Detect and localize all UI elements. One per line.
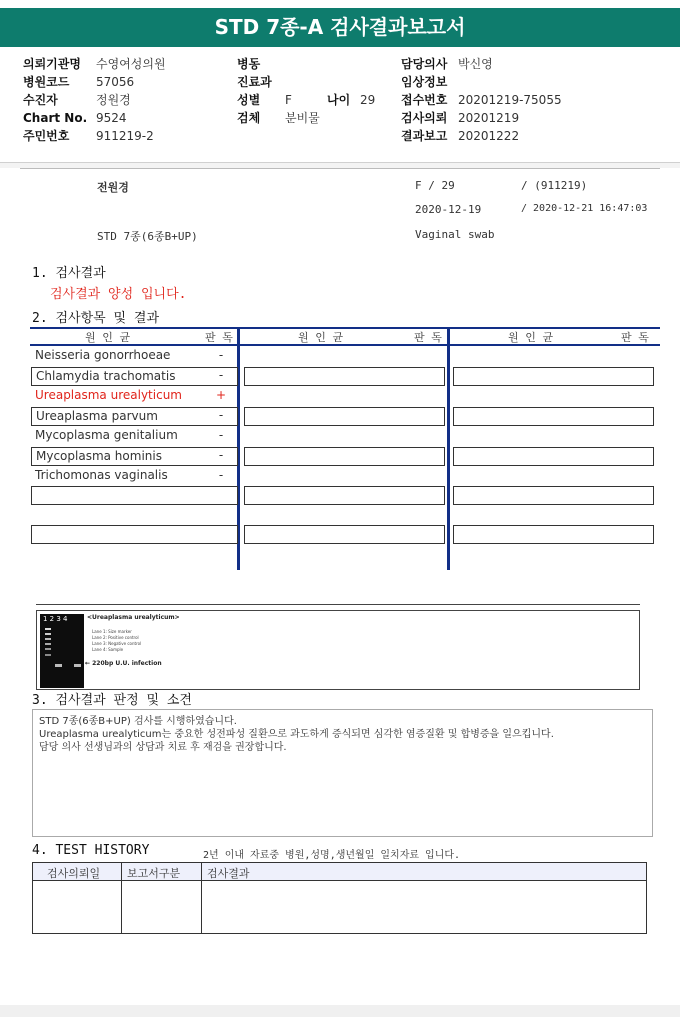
- gel-band: [45, 654, 51, 656]
- positive-result-text: 검사결과 양성 입니다.: [50, 287, 187, 302]
- history-table-header: [33, 863, 646, 881]
- history-header-result: 검사결과: [207, 867, 250, 880]
- gel-band-label: [85, 660, 162, 667]
- empty-row: [453, 407, 654, 426]
- gel-band: [45, 643, 51, 645]
- info-col-3: [401, 57, 562, 147]
- empty-row: [453, 525, 654, 544]
- gel-lane-numbers: 1 2 3 4: [43, 615, 68, 623]
- empty-row: [244, 407, 445, 426]
- gel-legend-item: Lane 2: Positive control: [92, 635, 139, 640]
- gel-legend: [92, 629, 141, 653]
- gel-panel: [36, 610, 640, 690]
- empty-row: [453, 447, 654, 466]
- empty-row: [244, 486, 445, 505]
- organism-result: -: [218, 368, 224, 382]
- opinion-line: Ureaplasma urealyticum는 중요한 성전파성 질환으로 과도하게 증식되면 심각한 염증질환 및 합병증을 일으킵니다.: [39, 729, 554, 740]
- patient-birth: / (911219): [521, 179, 588, 192]
- section-2-title: 2. 검사항목 및 결과: [32, 311, 160, 326]
- grid-header-result-1: 판 독: [205, 331, 233, 344]
- gel-image: [40, 614, 84, 688]
- history-note: 2년 이내 자료중 병원,성명,생년월일 일치자료 입니다.: [203, 850, 461, 861]
- info-key-doctor: 담당의사: [401, 57, 448, 71]
- grid-header-result-3: 판 독: [621, 331, 649, 344]
- info-val-patient: 정원경: [96, 93, 131, 107]
- organism-name: Mycoplasma hominis: [36, 449, 162, 463]
- gel-band-text: 220bp U.U. infection: [92, 660, 162, 667]
- organism-name: Neisseria gonorrhoeae: [35, 348, 171, 362]
- organism-name: Ureaplasma urealyticum: [35, 388, 182, 402]
- info-key-specimen: 검체: [237, 111, 261, 125]
- info-val-sex: F: [285, 93, 292, 107]
- organism-row: [31, 367, 238, 386]
- organism-row: [31, 447, 238, 466]
- opinion-line: 담당 의사 선생님과의 상담과 치료 후 재검을 권장합니다.: [39, 742, 287, 753]
- section-1-title: 1. 검사결과: [32, 266, 106, 281]
- header-divider-line: [20, 168, 660, 169]
- grid-header-organism-1: 원 인 균: [85, 331, 131, 344]
- history-table: [32, 862, 647, 934]
- info-val-receipt-no: 20201219-75055: [458, 93, 562, 107]
- history-header-date: 검사의뢰일: [47, 867, 101, 880]
- report-datetime: / 2020-12-21 16:47:03: [521, 203, 648, 214]
- organism-result: -: [218, 408, 224, 422]
- info-key-clinical-info: 임상정보: [401, 75, 448, 89]
- opinion-line: STD 7종(6종B+UP) 검사를 시행하였습니다.: [39, 716, 237, 727]
- info-val-hospital-code: 57056: [96, 75, 135, 89]
- info-key-age: 나이: [327, 93, 351, 107]
- test-name: STD 7종(6종B+UP): [97, 230, 198, 243]
- report-title: STD 7종-A 검사결과보고서: [0, 8, 680, 47]
- history-col-divider: [121, 863, 122, 933]
- organism-name: Ureaplasma parvum: [36, 409, 158, 423]
- empty-row: [31, 525, 238, 544]
- info-val-institution: 수영여성의원: [96, 57, 166, 71]
- empty-row: [244, 367, 445, 386]
- organism-row: [31, 427, 238, 446]
- organism-result: -: [218, 428, 224, 442]
- organism-name: Trichomonas vaginalis: [35, 468, 168, 482]
- info-val-request-date: 20201219: [458, 111, 520, 125]
- info-val-doctor: 박신영: [458, 57, 493, 71]
- info-key-hospital-code: 병원코드: [23, 75, 70, 89]
- organism-result: -: [218, 448, 224, 462]
- gel-title: <Ureaplasma urealyticum>: [87, 614, 180, 621]
- organism-name: Mycoplasma genitalium: [35, 428, 178, 442]
- info-key-department: 진료과: [237, 75, 272, 89]
- empty-row: [453, 367, 654, 386]
- info-col-1: [23, 57, 166, 147]
- organism-row: [31, 467, 238, 486]
- info-key-ward: 병동: [237, 57, 261, 71]
- info-key-receipt-no: 접수번호: [401, 93, 448, 107]
- organism-row: [31, 387, 238, 406]
- organism-name: Chlamydia trachomatis: [36, 369, 176, 383]
- gel-band: [45, 633, 51, 635]
- organism-result: -: [218, 348, 224, 362]
- gel-band: [45, 648, 51, 650]
- organism-row: [31, 347, 238, 366]
- gel-legend-item: Lane 1: Size marker: [92, 629, 132, 634]
- empty-row: [453, 486, 654, 505]
- history-col-divider: [201, 863, 202, 933]
- info-val-specimen: 분비물: [285, 111, 320, 125]
- section-4-title: 4. TEST HISTORY: [32, 843, 150, 858]
- grid-header-result-2: 판 독: [414, 331, 442, 344]
- gel-band: [55, 664, 62, 667]
- patient-sex-age: F / 29: [415, 179, 455, 192]
- organism-result: -: [218, 468, 224, 482]
- info-val-age: 29: [360, 93, 376, 107]
- section-3-title: 3. 검사결과 판정 및 소견: [32, 693, 192, 708]
- info-val-chart-no: 9524: [96, 111, 127, 125]
- grid-divider-2: [447, 328, 450, 570]
- left-arrow-icon: ←: [85, 660, 91, 667]
- info-key-request-date: 검사의뢰: [401, 111, 448, 125]
- patient-name: 전원경: [97, 181, 129, 194]
- grid-header-organism-2: 원 인 균: [298, 331, 344, 344]
- info-key-report-date: 결과보고: [401, 129, 448, 143]
- info-col-2: [237, 57, 375, 129]
- empty-row: [244, 447, 445, 466]
- gel-legend-item: Lane 4: Sample: [92, 647, 124, 652]
- info-val-resident-no: 911219-2: [96, 129, 154, 143]
- info-key-chart-no: Chart No.: [23, 111, 88, 125]
- info-key-institution: 의뢰기관명: [23, 57, 81, 71]
- gel-top-rule: [36, 604, 640, 605]
- grid-header-organism-3: 원 인 균: [508, 331, 554, 344]
- receipt-date: 2020-12-19: [415, 203, 482, 216]
- gel-legend-item: Lane 3: Negative control: [92, 641, 142, 646]
- info-key-patient: 수진자: [23, 93, 58, 107]
- gel-band: [74, 664, 81, 667]
- opinion-box: [32, 709, 653, 837]
- specimen-name: Vaginal swab: [415, 228, 495, 241]
- info-key-sex: 성별: [237, 93, 261, 107]
- empty-row: [31, 486, 238, 505]
- organism-result-positive: +: [216, 388, 227, 402]
- gel-band: [45, 628, 51, 630]
- footer-bar: [0, 1005, 680, 1017]
- empty-row: [244, 525, 445, 544]
- info-key-resident-no: 주민번호: [23, 129, 70, 143]
- history-header-type: 보고서구분: [127, 867, 181, 880]
- gel-band: [45, 638, 51, 640]
- organism-row: [31, 407, 238, 426]
- info-val-report-date: 20201222: [458, 129, 520, 143]
